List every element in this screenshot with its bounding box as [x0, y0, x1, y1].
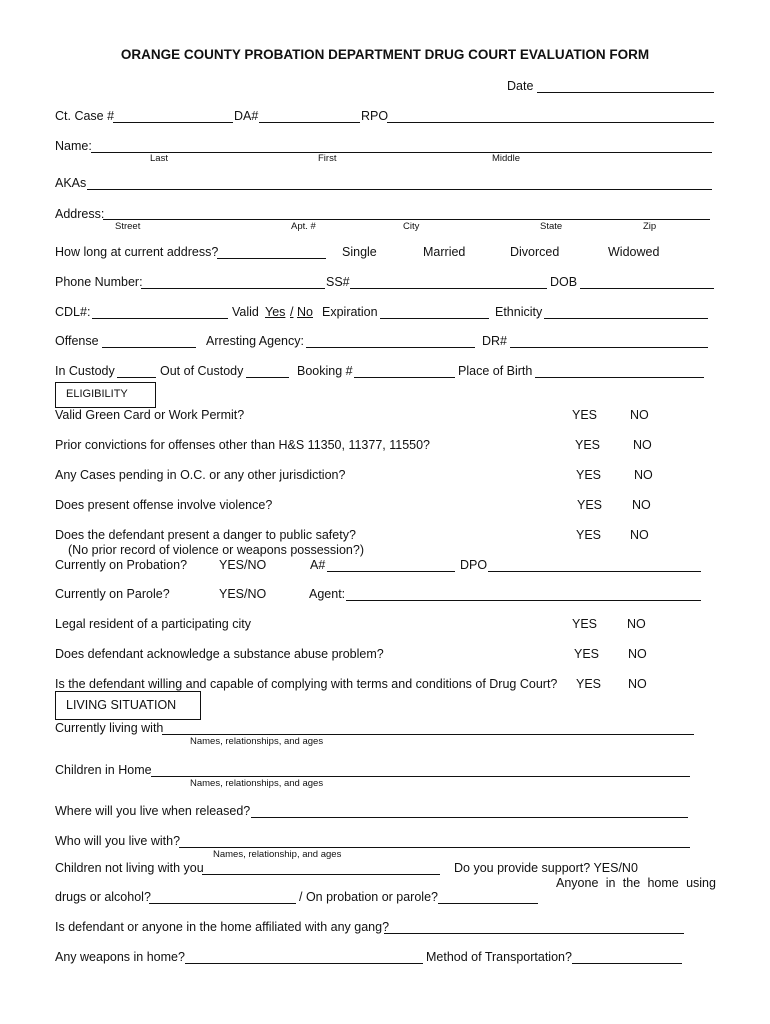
rpo-label: RPO: [361, 109, 389, 123]
gang-field[interactable]: [384, 933, 684, 934]
apt-caption: Apt. #: [291, 221, 316, 232]
weapons-label: Any weapons in home?: [55, 950, 185, 964]
q-violence-no[interactable]: NO: [632, 498, 651, 512]
q-substance-abuse-yes[interactable]: YES: [574, 647, 600, 661]
how-long-label: How long at current address?: [55, 245, 219, 259]
single-option[interactable]: Single: [342, 245, 377, 259]
divorced-option[interactable]: Divorced: [510, 245, 560, 259]
support-question[interactable]: Do you provide support? YES/N0: [454, 861, 638, 875]
agent-field[interactable]: [346, 600, 701, 601]
q-cases-pending-yes[interactable]: YES: [576, 468, 602, 482]
children-home-field[interactable]: [151, 776, 690, 777]
address-field[interactable]: [103, 219, 710, 220]
agent-label: Agent:: [309, 587, 346, 601]
q-prior-convictions: Prior convictions for offenses other than H&S 11350, 11377, 11550?: [55, 438, 431, 452]
transport-field[interactable]: [572, 963, 682, 964]
phone-label: Phone Number:: [55, 275, 143, 289]
da-field[interactable]: [259, 122, 360, 123]
on-probation-label: / On probation or parole?: [299, 890, 438, 904]
children-home-label: Children in Home: [55, 763, 152, 777]
eligibility-box: [55, 382, 156, 408]
weapons-field[interactable]: [185, 963, 423, 964]
children-not-label: Children not living with you: [55, 861, 204, 875]
dpo-label: DPO: [460, 558, 488, 572]
home-word: home: [647, 876, 679, 890]
q-prior-convictions-yes[interactable]: YES: [575, 438, 601, 452]
q-green-card-no[interactable]: NO: [630, 408, 649, 422]
valid-slash: /: [290, 305, 294, 319]
arresting-agency-label: Arresting Agency:: [206, 334, 304, 348]
dr-label: DR#: [482, 334, 508, 348]
last-caption: Last: [150, 153, 168, 164]
q-danger: Does the defendant present a danger to public safety?: [55, 528, 356, 542]
q-violence-yes[interactable]: YES: [577, 498, 603, 512]
street-caption: Street: [115, 221, 141, 232]
ethnicity-field[interactable]: [544, 318, 708, 319]
in-custody-label: In Custody: [55, 364, 115, 378]
on-probation-field[interactable]: [438, 903, 538, 904]
q-violence: Does present offense involve violence?: [55, 498, 273, 512]
q-substance-abuse-no[interactable]: NO: [628, 647, 647, 661]
the-word: the: [622, 876, 641, 890]
state-caption: State: [540, 221, 563, 232]
date-label: Date: [507, 79, 534, 93]
cdl-field[interactable]: [92, 318, 228, 319]
da-label: DA#: [234, 109, 259, 123]
akas-field[interactable]: [87, 189, 712, 190]
name-label: Name:: [55, 139, 92, 153]
dob-field[interactable]: [580, 288, 714, 289]
expiration-field[interactable]: [380, 318, 489, 319]
ss-field[interactable]: [350, 288, 547, 289]
currently-living-field[interactable]: [162, 734, 694, 735]
middle-caption: Middle: [492, 153, 520, 164]
q-willing-comply-yes[interactable]: YES: [576, 677, 602, 691]
akas-label: AKAs: [55, 176, 87, 190]
first-caption: First: [318, 153, 337, 164]
q-substance-abuse: Does defendant acknowledge a substance abuse problem?: [55, 647, 384, 661]
drugs-field[interactable]: [149, 903, 296, 904]
q-willing-comply-no[interactable]: NO: [628, 677, 647, 691]
q-danger-note: (No prior record of violence or weapons possession?): [68, 543, 364, 557]
booking-field[interactable]: [354, 377, 455, 378]
q-danger-yes[interactable]: YES: [576, 528, 602, 542]
name-field[interactable]: [91, 152, 712, 153]
ct-case-label: Ct. Case #: [55, 109, 115, 123]
married-option[interactable]: Married: [423, 245, 466, 259]
in-word: in: [605, 876, 616, 890]
expiration-label: Expiration: [322, 305, 378, 319]
q-green-card: Valid Green Card or Work Permit?: [55, 408, 245, 422]
q-legal-resident-yes[interactable]: YES: [572, 617, 598, 631]
q-danger-no[interactable]: NO: [630, 528, 649, 542]
out-of-custody-field[interactable]: [246, 377, 289, 378]
parole-yes-no[interactable]: YES/NO: [219, 587, 267, 601]
eligibility-heading: ELIGIBILITY: [66, 388, 128, 400]
q-green-card-yes[interactable]: YES: [572, 408, 598, 422]
where-live-label: Where will you live when released?: [55, 804, 251, 818]
parole-label: Currently on Parole?: [55, 587, 170, 601]
q-legal-resident-no[interactable]: NO: [627, 617, 646, 631]
probation-yes-no[interactable]: YES/NO: [219, 558, 267, 572]
out-of-custody-label: Out of Custody: [160, 364, 244, 378]
currently-living-caption: Names, relationships, and ages: [190, 736, 324, 747]
widowed-option[interactable]: Widowed: [608, 245, 660, 259]
offense-label: Offense: [55, 334, 99, 348]
cdl-label: CDL#:: [55, 305, 91, 319]
date-field[interactable]: [537, 92, 714, 93]
q-cases-pending: Any Cases pending in O.C. or any other jurisdiction?: [55, 468, 346, 482]
valid-label: Valid: [232, 305, 259, 319]
rpo-field[interactable]: [387, 122, 714, 123]
how-long-field[interactable]: [217, 258, 326, 259]
currently-living-label: Currently living with: [55, 721, 164, 735]
form-title: ORANGE COUNTY PROBATION DEPARTMENT DRUG COURT EVALUATION FORM: [120, 47, 650, 62]
valid-yes-option[interactable]: Yes: [265, 305, 286, 319]
q-willing-comply: Is the defendant willing and capable of complying with terms and conditions of Drug Court?: [55, 677, 558, 691]
place-of-birth-label: Place of Birth: [458, 364, 533, 378]
q-cases-pending-no[interactable]: NO: [634, 468, 653, 482]
probation-label: Currently on Probation?: [55, 558, 188, 572]
address-label: Address:: [55, 207, 105, 221]
drugs-label: drugs or alcohol?: [55, 890, 151, 904]
children-not-field[interactable]: [202, 874, 440, 875]
city-caption: City: [403, 221, 420, 232]
who-live-label: Who will you live with?: [55, 834, 181, 848]
living-situation-heading: LIVING SITUATION: [66, 698, 177, 712]
living-situation-box: [55, 691, 201, 720]
booking-label: Booking #: [297, 364, 353, 378]
place-of-birth-field[interactable]: [535, 377, 704, 378]
arresting-agency-field[interactable]: [306, 347, 475, 348]
anyone-in-home-line: [556, 876, 716, 890]
dr-field[interactable]: [510, 347, 708, 348]
q-legal-resident: Legal resident of a participating city: [55, 617, 251, 631]
ss-label: SS#: [326, 275, 350, 289]
ct-case-field[interactable]: [113, 122, 233, 123]
valid-no-option[interactable]: No: [297, 305, 313, 319]
dpo-field[interactable]: [488, 571, 701, 572]
in-custody-field[interactable]: [117, 377, 156, 378]
who-live-field[interactable]: [179, 847, 690, 848]
a-number-field[interactable]: [327, 571, 455, 572]
transport-label: Method of Transportation?: [426, 950, 572, 964]
gang-label: Is defendant or anyone in the home affiliated with any gang?: [55, 920, 390, 934]
where-live-field[interactable]: [251, 817, 688, 818]
zip-caption: Zip: [643, 221, 657, 232]
q-prior-convictions-no[interactable]: NO: [633, 438, 652, 452]
children-home-caption: Names, relationships, and ages: [190, 778, 324, 789]
who-live-caption: Names, relationship, and ages: [213, 849, 342, 860]
using-word: using: [686, 876, 716, 890]
dob-label: DOB: [550, 275, 578, 289]
anyone-word: Anyone: [556, 876, 599, 890]
a-number-label: A#: [310, 558, 326, 572]
offense-field[interactable]: [102, 347, 196, 348]
phone-field[interactable]: [141, 288, 325, 289]
ethnicity-label: Ethnicity: [495, 305, 543, 319]
